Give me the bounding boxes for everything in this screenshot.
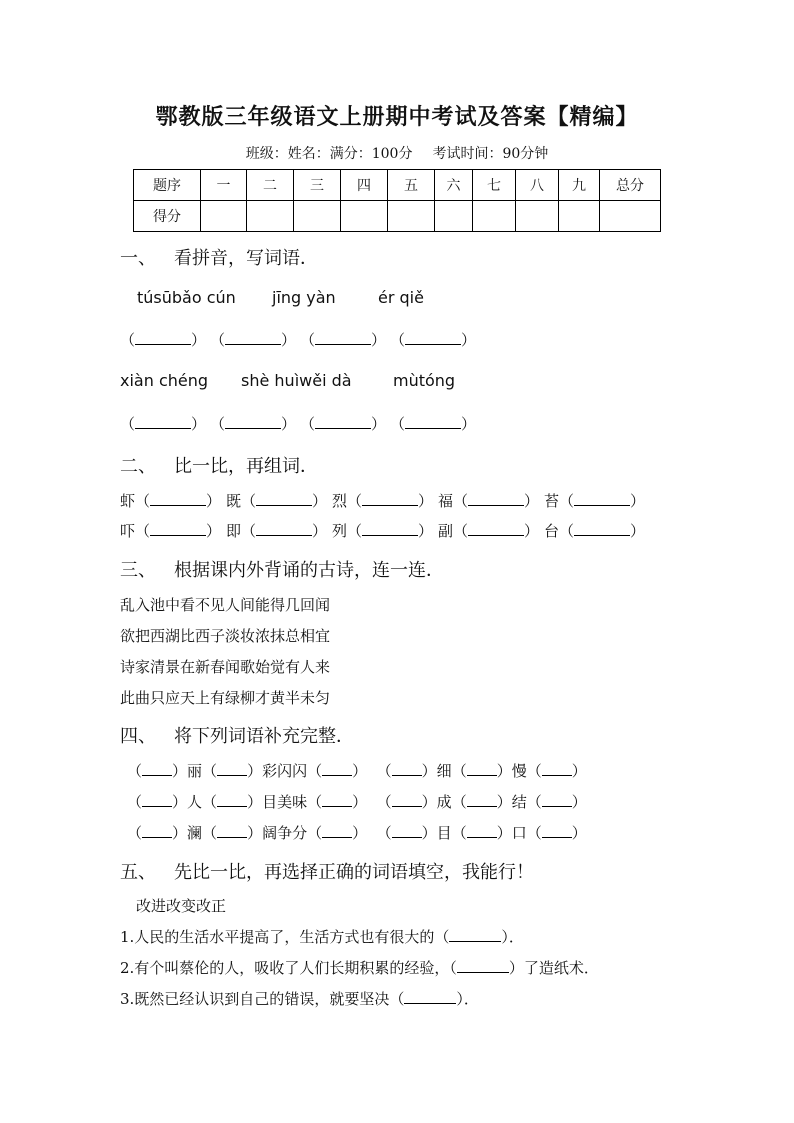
- answer-blank[interactable]: [574, 493, 630, 506]
- score-cell[interactable]: [201, 201, 247, 232]
- table-header-cell: 六: [435, 170, 473, 201]
- score-cell[interactable]: [341, 201, 388, 232]
- answer-blank[interactable]: [467, 794, 497, 807]
- idiom-char: 口: [511, 824, 527, 842]
- answer-blank[interactable]: [322, 825, 352, 838]
- character: 即: [226, 522, 242, 540]
- answer-blank[interactable]: [405, 416, 461, 429]
- table-header-cell: 题序: [134, 170, 201, 201]
- question-number: 五、: [120, 862, 156, 883]
- answer-blank[interactable]: [392, 763, 422, 776]
- answer-blank-row: （ ） （ ） （ ） （ ）: [120, 415, 477, 433]
- character: 苔: [544, 492, 560, 510]
- score-cell[interactable]: [559, 201, 600, 232]
- sentence-text: 1.人民的生活水平提高了，生活方式也有很大的（: [120, 928, 450, 946]
- character: 福: [438, 492, 454, 510]
- character: 烈: [332, 492, 348, 510]
- question-text: 根据课内外背诵的古诗，连一连．: [174, 560, 444, 581]
- poem-line: 此曲只应天上有绿柳才黄半未匀: [120, 689, 331, 707]
- question-number: 三、: [120, 560, 156, 581]
- poem-line: 诗家清景在新春闻歌始觉有人来: [120, 658, 331, 676]
- answer-blank[interactable]: [392, 794, 422, 807]
- sentence-text: ）．: [501, 928, 524, 946]
- answer-blank[interactable]: [217, 794, 247, 807]
- answer-blank[interactable]: [225, 332, 281, 345]
- answer-blank[interactable]: [142, 825, 172, 838]
- exam-info: [0, 143, 794, 163]
- idiom-char: 目美味: [262, 793, 308, 811]
- score-table: [133, 169, 661, 232]
- table-header-cell: 八: [516, 170, 559, 201]
- answer-blank[interactable]: [225, 416, 281, 429]
- answer-blank[interactable]: [256, 523, 312, 536]
- score-cell[interactable]: [473, 201, 516, 232]
- pinyin-item: shè huìwěi dà: [241, 371, 352, 390]
- exam-time-label: 考试时间：90分钟: [432, 146, 549, 162]
- answer-blank[interactable]: [449, 929, 501, 942]
- word-options: 改进改变改正: [136, 897, 227, 915]
- answer-blank[interactable]: [322, 763, 352, 776]
- answer-blank[interactable]: [315, 332, 371, 345]
- question-text: 先比一比，再选择正确的词语填空，我能行！: [174, 862, 534, 883]
- question-text: 比一比，再组词．: [174, 456, 318, 477]
- answer-blank[interactable]: [467, 825, 497, 838]
- answer-blank[interactable]: [392, 825, 422, 838]
- score-cell[interactable]: [516, 201, 559, 232]
- score-row-label: 得分: [134, 201, 201, 232]
- score-cell[interactable]: [388, 201, 435, 232]
- pinyin-item: xiàn chéng: [120, 371, 209, 390]
- idiom-char: 结: [511, 793, 527, 811]
- idiom-row: （ ）丽（ ）彩闪闪（ ） （ ）细（ ）慢（ ）: [127, 762, 587, 780]
- answer-blank[interactable]: [405, 332, 461, 345]
- answer-blank[interactable]: [457, 960, 509, 973]
- pinyin-item: jīng yàn: [272, 288, 336, 307]
- sentence-text: 3.既然已经认识到自己的错误，就要坚决（: [120, 990, 405, 1008]
- answer-blank[interactable]: [542, 825, 572, 838]
- sentence-text: 2.有个叫蔡伦的人，吸收了人们长期积累的经验，（: [120, 959, 457, 977]
- answer-blank[interactable]: [362, 523, 418, 536]
- table-header-cell: 五: [388, 170, 435, 201]
- score-cell[interactable]: [294, 201, 341, 232]
- question-number: 一、: [120, 248, 156, 269]
- answer-blank[interactable]: [362, 493, 418, 506]
- pinyin-item: ér qiě: [378, 288, 424, 307]
- answer-blank[interactable]: [135, 416, 191, 429]
- answer-blank[interactable]: [574, 523, 630, 536]
- table-header-cell: 总分: [600, 170, 661, 201]
- score-table-header-row: [134, 170, 661, 201]
- idiom-row: （ ）人（ ）目美味（ ） （ ）成（ ）结（ ）: [127, 793, 587, 811]
- character: 吓: [120, 522, 136, 540]
- answer-blank[interactable]: [468, 493, 524, 506]
- answer-blank[interactable]: [315, 416, 371, 429]
- answer-blank-row: （ ） （ ） （ ） （ ）: [120, 331, 477, 349]
- page-title: 鄂教版三年级语文上册期中考试及答案【精编】: [155, 104, 639, 130]
- question-number: 四、: [120, 726, 156, 747]
- fill-sentence: [120, 988, 479, 1009]
- idiom-char: 细: [436, 762, 452, 780]
- sentence-text: ）了造纸术．: [508, 959, 599, 977]
- question-text: 将下列词语补充完整．: [174, 726, 354, 747]
- idiom-char: 丽: [187, 762, 203, 780]
- idiom-char: 目: [436, 824, 452, 842]
- pinyin-item: mùtóng: [393, 371, 456, 390]
- question-5-heading: [120, 858, 534, 884]
- question-text: 看拼音，写词语．: [174, 248, 318, 269]
- table-header-cell: 七: [473, 170, 516, 201]
- compare-row: 虾（ ） 既（ ） 烈（ ） 福（ ） 苔（ ）: [120, 492, 646, 510]
- fill-sentence: [120, 957, 599, 978]
- score-cell[interactable]: [600, 201, 661, 232]
- class-name-score-label: 班级：姓名：满分：100分: [245, 146, 413, 162]
- table-header-cell: 四: [341, 170, 388, 201]
- answer-blank[interactable]: [142, 794, 172, 807]
- character: 既: [226, 492, 242, 510]
- answer-blank[interactable]: [468, 523, 524, 536]
- answer-blank[interactable]: [135, 332, 191, 345]
- answer-blank[interactable]: [150, 523, 206, 536]
- poem-line: 乱入池中看不见人间能得几回闻: [120, 596, 331, 614]
- sentence-text: ）．: [456, 990, 479, 1008]
- answer-blank[interactable]: [467, 763, 497, 776]
- answer-blank[interactable]: [217, 825, 247, 838]
- idiom-char: 人: [187, 793, 203, 811]
- compare-row: 吓（ ） 即（ ） 列（ ） 副（ ） 台（ ）: [120, 522, 646, 540]
- poem-line: 欲把西湖比西子淡妆浓抹总相宜: [120, 627, 331, 645]
- idiom-row: （ ）澜（ ）阔争分（ ） （ ）目（ ）口（ ）: [127, 824, 587, 842]
- character: 虾: [120, 492, 136, 510]
- fill-sentence: [120, 926, 524, 947]
- idiom-char: 慢: [511, 762, 527, 780]
- score-cell[interactable]: [247, 201, 294, 232]
- question-3-heading: [120, 556, 444, 582]
- answer-blank[interactable]: [256, 493, 312, 506]
- score-table-score-row: [134, 201, 661, 232]
- idiom-char: 成: [436, 793, 452, 811]
- table-header-cell: 三: [294, 170, 341, 201]
- character: 列: [332, 522, 348, 540]
- question-1-heading: [120, 244, 318, 270]
- table-header-cell: 二: [247, 170, 294, 201]
- table-header-cell: 一: [201, 170, 247, 201]
- idiom-char: 澜: [187, 824, 203, 842]
- idiom-char: 彩闪闪: [262, 762, 308, 780]
- question-number: 二、: [120, 456, 156, 477]
- answer-blank[interactable]: [217, 763, 247, 776]
- answer-blank[interactable]: [322, 794, 352, 807]
- question-2-heading: [120, 452, 318, 478]
- score-cell[interactable]: [435, 201, 473, 232]
- answer-blank[interactable]: [142, 763, 172, 776]
- question-4-heading: [120, 722, 354, 748]
- character: 副: [438, 522, 454, 540]
- answer-blank[interactable]: [542, 763, 572, 776]
- character: 台: [544, 522, 560, 540]
- answer-blank[interactable]: [150, 493, 206, 506]
- answer-blank[interactable]: [542, 794, 572, 807]
- idiom-char: 阔争分: [262, 824, 308, 842]
- table-header-cell: 九: [559, 170, 600, 201]
- pinyin-item: túsūbǎo cún: [137, 288, 236, 307]
- answer-blank[interactable]: [404, 991, 456, 1004]
